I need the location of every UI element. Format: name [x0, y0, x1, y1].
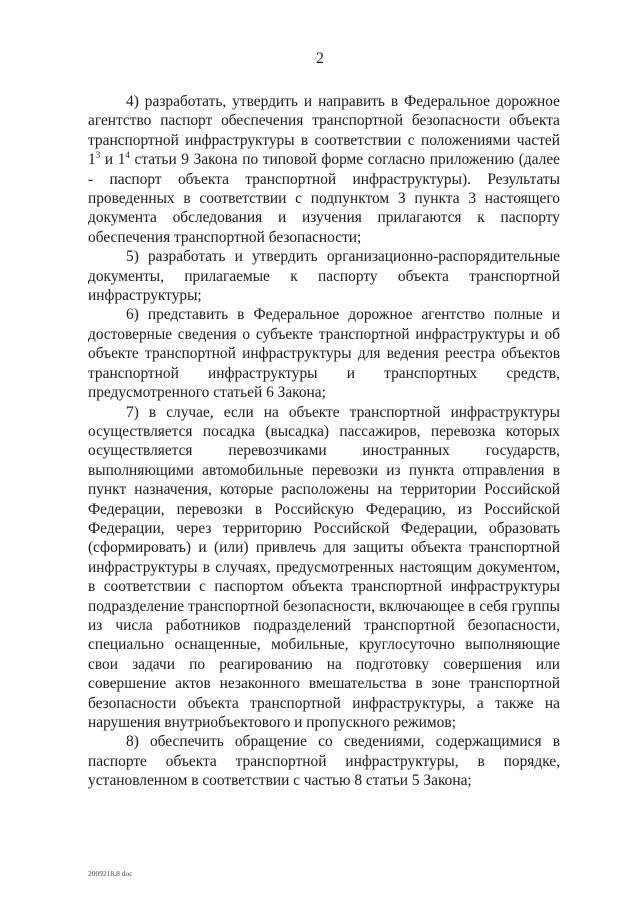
item-4-paragraph: [88, 92, 560, 247]
item-4-text-tail: статьи 9 Закона по типовой форме согласно приложению (далее - паспорт объекта транспортной инфраструктуры). Результаты проведенных в соответствии с подпунктом 3 пункта 3 настоящего документа обследования и изучения прилагаются к паспорту обеспечения транспортной безопасности;: [88, 151, 560, 246]
page-number: 2: [316, 50, 324, 67]
item-7-paragraph: 7) в случае, если на объекте транспортной инфраструктуры осуществляется посадка (высадка) пассажиров, перевозка которых осуществляется перевозчиками иностранных государств, выполняющими автомобильные перевозки из пункта отправления в пункт назначения, которые расположены на территории Российской Федерации, перевозки в Российскую Федерацию, из Российской Федерации, через территорию Российской Федерации, образовать (сформировать) и (или) привлечь для защиты объекта транспортной инфраструктуры в случаях, предусмотренных настоящим документом, в соответствии с паспортом объекта транспортной инфраструктуры подразделение транспортной безопасности, включающее в себя группы из числа работников подразделений транспортной безопасности, специально оснащенные, мобильные, круглосуточно выполняющие свои задачи по реагированию на подготовку совершения или совершение актов незаконного вмешательства в зоне транспортной безопасности объекта транспортной инфраструктуры, а также на нарушения внутриобъектового и пропускного режимов;: [88, 403, 560, 731]
item-4-superscript-2: 4: [125, 150, 130, 161]
footer-filename: 2009218.8 doc: [88, 869, 133, 878]
document-body: [88, 92, 560, 791]
item-8-paragraph: 8) обеспечить обращение со сведениями, содержащимися в паспорте объекта транспортной инфраструктуры, в порядке, установленном в соответствии с частью 8 статьи 5 Закона;: [88, 733, 560, 790]
item-4-superscript-1: 3: [95, 150, 101, 161]
item-5-paragraph: 5) разработать и утвердить организационно-распорядительные документы, прилагаемые к паспорту объекта транспортной инфраструктуры;: [88, 248, 560, 305]
item-6-paragraph: 6) представить в Федеральное дорожное агентство полные и достоверные сведения о субъекте транспортной инфраструктуры и об объекте транспортной инфраструктуры для ведения реестра объектов транспортной инфраструктуры и транспортных средств, предусмотренного статьей 6 Закона;: [88, 306, 560, 402]
item-4-text-mid: и 1: [100, 151, 126, 169]
item-4-text-lead: 4) разработать, утвердить и направить в Федеральное дорожное агентство паспорт обеспечения транспортной безопасности объекта транспортной инфраструктуры в соответствии с положениями частей 1: [88, 93, 560, 169]
